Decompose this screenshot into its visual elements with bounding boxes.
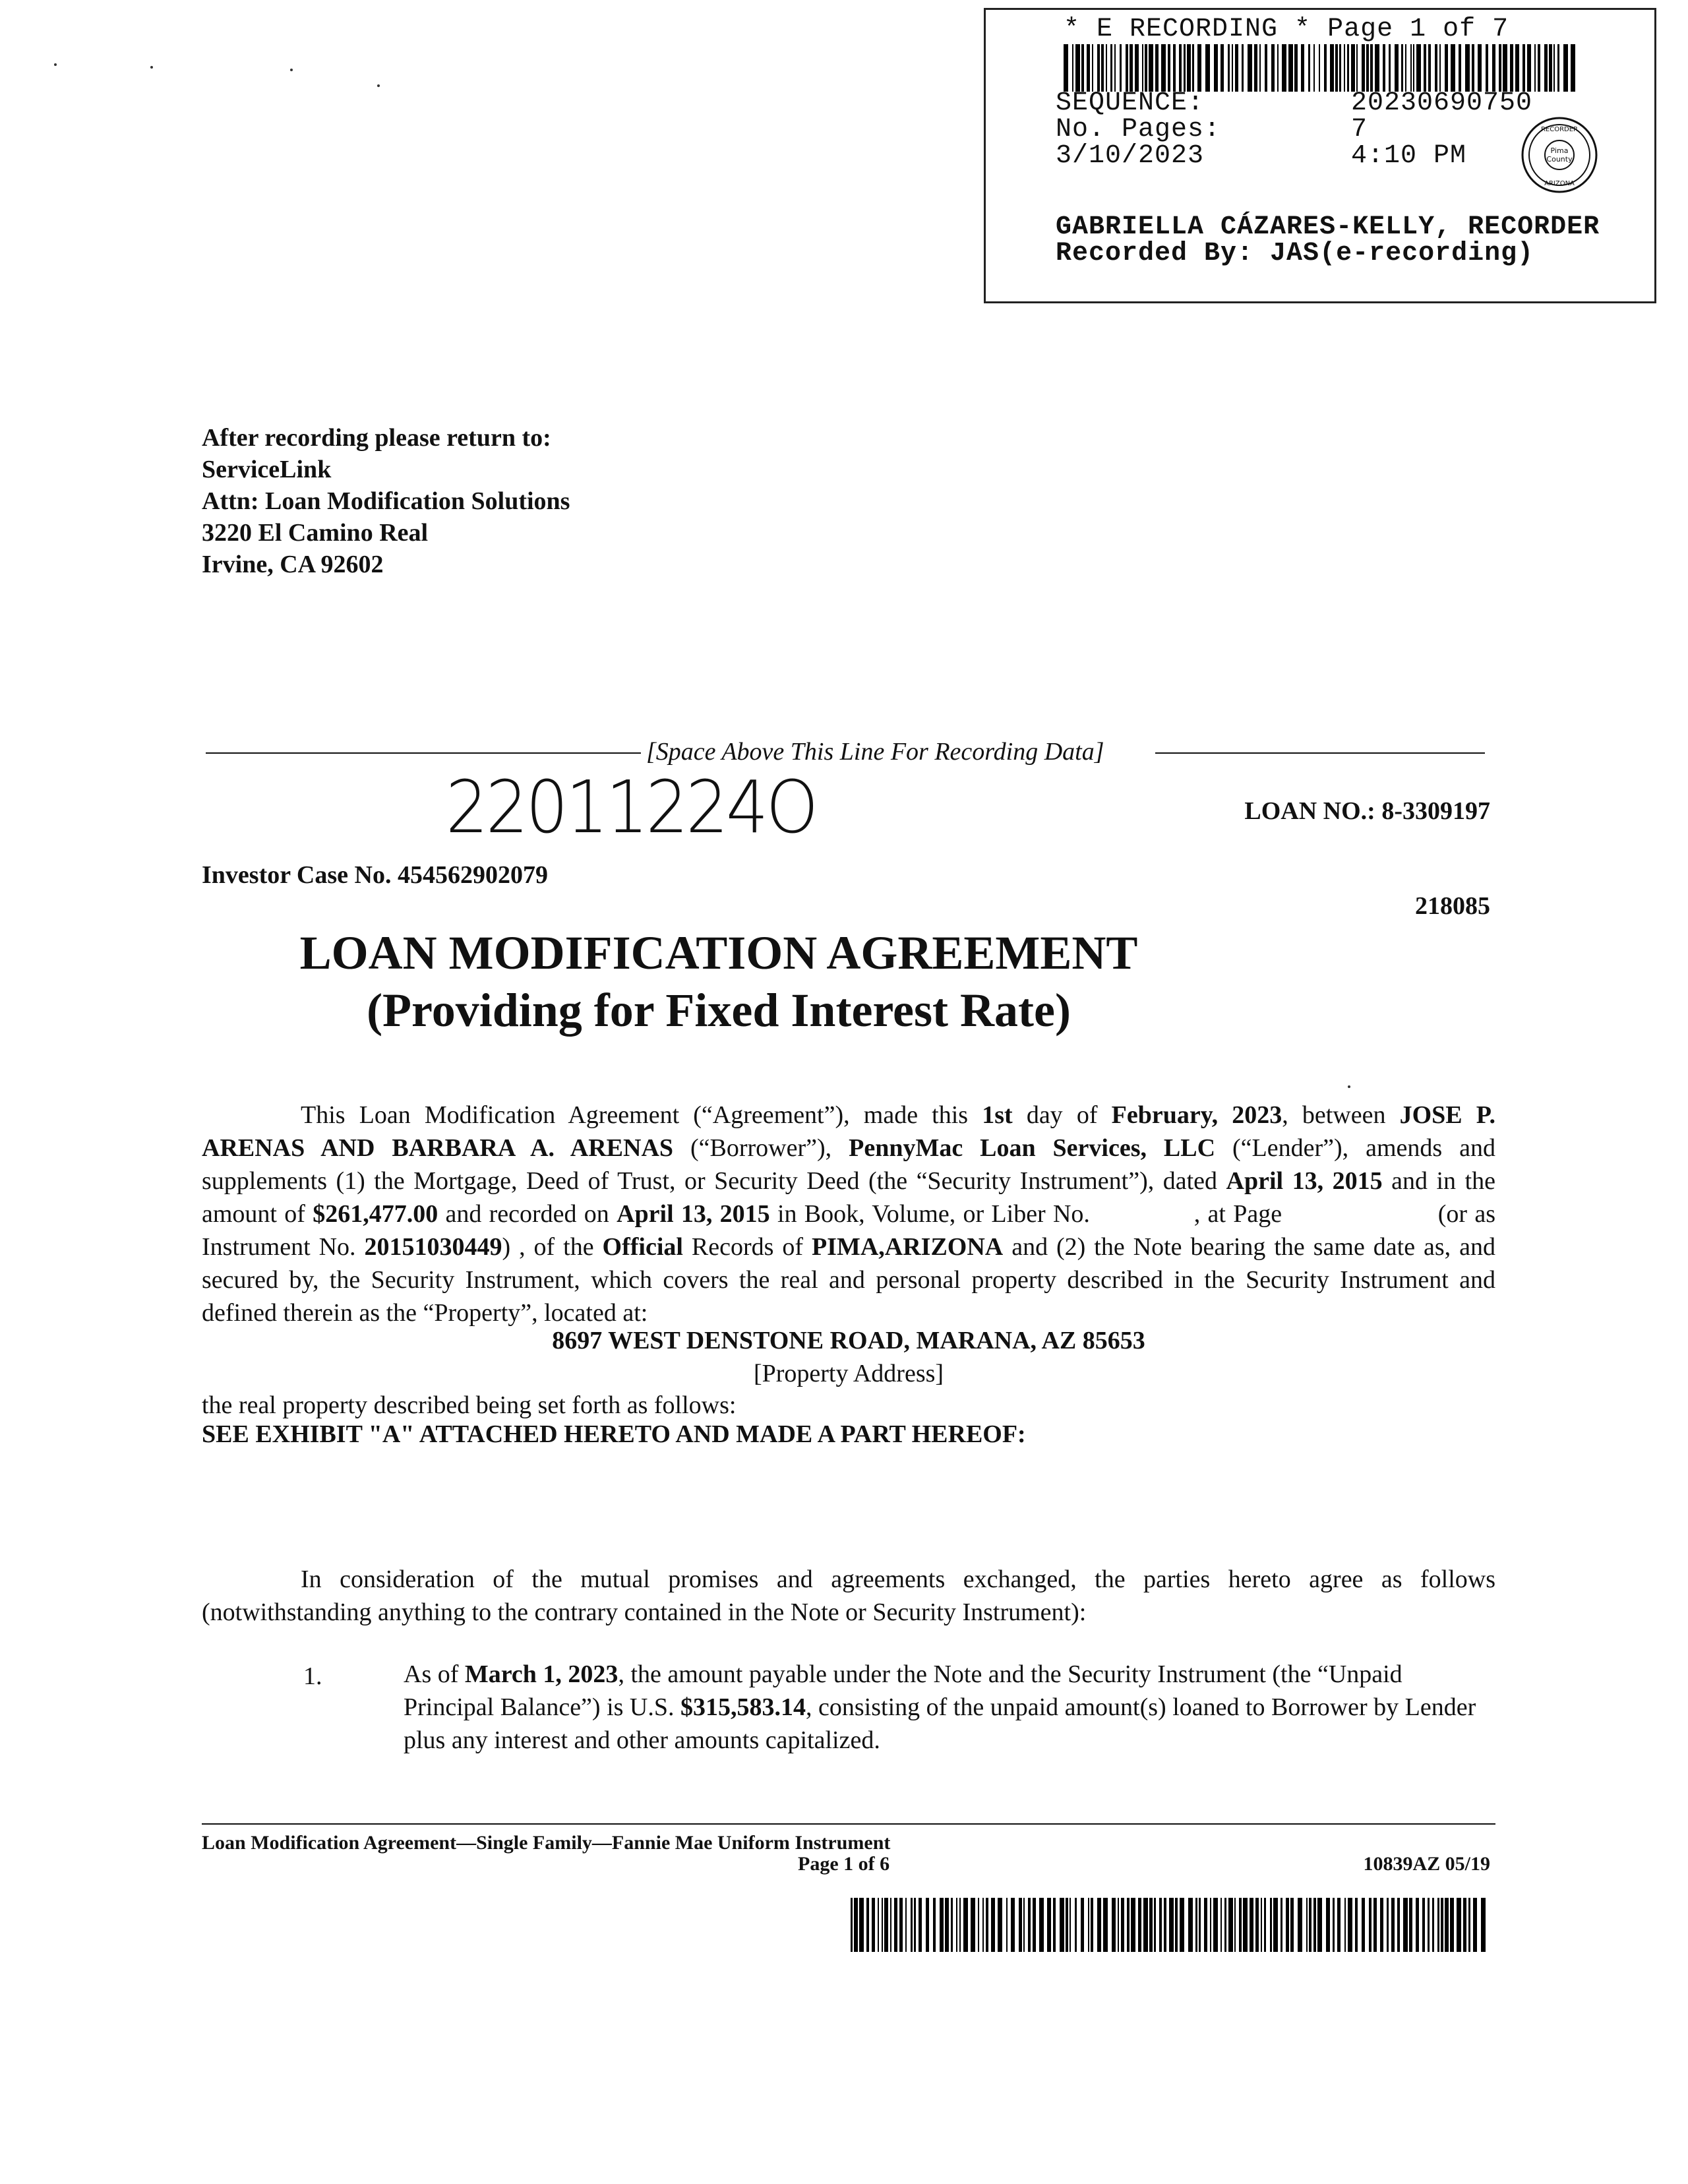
scan-speck: [54, 63, 57, 66]
barcode-bar: [1422, 1898, 1425, 1952]
pages-value: 7: [1351, 115, 1368, 144]
barcode-bar: [1047, 1898, 1051, 1952]
barcode-bar: [1344, 1898, 1346, 1952]
barcode-bar: [890, 1898, 891, 1952]
barcode-bar: [1534, 44, 1536, 92]
barcode-bar: [1282, 44, 1286, 92]
barcode-bar: [1019, 1898, 1022, 1952]
barcode-bar: [1450, 1898, 1454, 1952]
barcode-bar: [1265, 44, 1267, 92]
barcode-bar: [1369, 1898, 1372, 1952]
barcode-bar: [1234, 1898, 1236, 1952]
exhibit-reference: SEE EXHIBIT "A" ATTACHED HERETO AND MADE A PART HEREOF:: [202, 1420, 1026, 1448]
barcode-bar: [1070, 1898, 1071, 1952]
svg-text:ARIZONA: ARIZONA: [1544, 180, 1575, 187]
barcode-bar: [1445, 44, 1448, 92]
barcode-bar: [971, 1898, 975, 1952]
handwritten-number: 22011224O: [446, 765, 816, 849]
barcode-bar: [1087, 44, 1090, 92]
barcode-bar: [894, 1898, 897, 1952]
barcode-bar: [1081, 44, 1084, 92]
barcode-bar: [1510, 44, 1513, 92]
barcode-bar: [1228, 44, 1230, 92]
barcode-bar: [951, 1898, 953, 1952]
barcode-bar: [1549, 44, 1552, 92]
barcode-bar: [914, 1898, 916, 1952]
barcode-bar: [933, 1898, 936, 1952]
barcode-bar: [1060, 1898, 1064, 1952]
barcode-bar: [919, 1898, 922, 1952]
barcode-bar: [1161, 44, 1166, 92]
barcode-bar: [1387, 1898, 1389, 1952]
barcode-bar: [1317, 1898, 1322, 1952]
security-instrument-date: April 13, 2015: [1226, 1167, 1383, 1195]
barcode-bar: [1173, 44, 1176, 92]
barcode-bar: [1522, 44, 1525, 92]
recorded-on-date: April 13, 2015: [617, 1200, 770, 1228]
barcode-bar: [1286, 1898, 1289, 1952]
recording-divider-left: [206, 752, 641, 754]
barcode-bar: [1204, 1898, 1207, 1952]
barcode-bar: [1416, 44, 1421, 92]
barcode-bar: [1492, 44, 1495, 92]
barcode-bar: [1103, 1898, 1108, 1952]
order-number: 218085: [1415, 892, 1490, 920]
barcode-bar: [1064, 44, 1068, 92]
barcode-bar: [1515, 44, 1519, 92]
barcode-bar: [1373, 1898, 1377, 1952]
barcode-bar: [1370, 44, 1373, 92]
barcode-bar: [1441, 1898, 1443, 1952]
barcode-bar: [1066, 1898, 1068, 1952]
scan-speck: [377, 84, 380, 87]
barcode-bar: [1114, 44, 1116, 92]
barcode-bar: [1472, 44, 1474, 92]
barcode-bar: [1553, 44, 1555, 92]
barcode-bar: [1210, 1898, 1211, 1952]
barcode-bar: [1127, 1898, 1130, 1952]
barcode-bar: [1092, 44, 1093, 92]
barcode-bar: [1097, 1898, 1101, 1952]
recording-time: 4:10 PM: [1351, 141, 1467, 171]
instrument-number: 20151030449: [364, 1233, 502, 1261]
barcode-bar: [1459, 44, 1461, 92]
barcode-bar: [1362, 1898, 1365, 1952]
barcode-bar: [1344, 44, 1345, 92]
barcode-bar: [1424, 44, 1426, 92]
footer-page-number: Page 1 of 6: [798, 1853, 890, 1875]
barcode-bar: [1118, 1898, 1119, 1952]
barcode-bar: [945, 1898, 949, 1952]
recording-space-label: [Space Above This Line For Recording Data]: [646, 738, 1104, 766]
barcode-bar: [1254, 44, 1257, 92]
barcode-bar: [1120, 44, 1122, 92]
agreement-day: 1st: [982, 1101, 1013, 1129]
barcode-bar: [1213, 1898, 1218, 1952]
original-amount: $261,477.00: [313, 1200, 438, 1228]
barcode-bar: [1121, 1898, 1124, 1952]
barcode-bar: [1538, 44, 1540, 92]
barcode-bar: [1571, 44, 1575, 92]
barcode-bar: [1235, 44, 1238, 92]
agreement-month-year: February, 2023: [1111, 1101, 1282, 1129]
barcode-bar: [882, 1898, 883, 1952]
real-property-line: the real property described being set forth as follows:: [202, 1391, 737, 1419]
barcode-bar: [1503, 44, 1507, 92]
barcode-bar: [1187, 44, 1191, 92]
footer-barcode: [851, 1898, 1488, 1952]
barcode-bar: [1149, 1898, 1153, 1952]
barcode-bar: [866, 1898, 869, 1952]
return-to-line: 3220 El Camino Real: [202, 519, 429, 547]
barcode-bar: [963, 1898, 968, 1952]
barcode-bar: [1271, 44, 1275, 92]
barcode-bar: [1324, 44, 1327, 92]
barcode-bar: [1439, 44, 1441, 92]
barcode-bar: [1355, 1898, 1358, 1952]
footer-form-code: 10839AZ 05/19: [1363, 1853, 1490, 1875]
barcode-bar: [1195, 1898, 1197, 1952]
barcode-bar: [1023, 1898, 1025, 1952]
barcode-bar: [1395, 44, 1399, 92]
barcode-bar: [1437, 1898, 1439, 1952]
barcode-bar: [1101, 44, 1104, 92]
barcode-bar: [1164, 1898, 1166, 1952]
barcode-bar: [978, 1898, 979, 1952]
lender-name: PennyMac Loan Services, LLC: [849, 1134, 1216, 1162]
barcode-bar: [1142, 44, 1143, 92]
barcode-bar: [1097, 44, 1100, 92]
barcode-bar: [1039, 1898, 1044, 1952]
property-address-label: [Property Address]: [753, 1360, 944, 1387]
return-to-line: Attn: Loan Modification Solutions: [202, 487, 570, 515]
barcode-bar: [1463, 1898, 1466, 1952]
svg-text:County: County: [1546, 155, 1573, 164]
barcode-bar: [1264, 1898, 1266, 1952]
barcode-bar: [872, 1898, 875, 1952]
barcode-bar: [1248, 44, 1252, 92]
barcode-bar: [1326, 1898, 1330, 1952]
stamp-barcode: [1064, 44, 1577, 92]
barcode-bar: [1410, 44, 1412, 92]
barcode-bar: [1192, 44, 1194, 92]
barcode-bar: [1180, 1898, 1184, 1952]
barcode-bar: [1112, 1898, 1116, 1952]
barcode-bar: [1451, 44, 1455, 92]
barcode-bar: [1294, 44, 1298, 92]
barcode-bar: [1259, 44, 1261, 92]
barcode-bar: [1154, 1898, 1156, 1952]
barcode-bar: [1383, 44, 1385, 92]
unpaid-principal-balance: $315,583.14: [680, 1693, 806, 1721]
barcode-bar: [1228, 1898, 1233, 1952]
property-address: 8697 WEST DENSTONE ROAD, MARANA, AZ 85653: [552, 1327, 1145, 1354]
barcode-bar: [1255, 1898, 1259, 1952]
barcode-bar: [1242, 44, 1244, 92]
barcode-bar: [1362, 44, 1365, 92]
barcode-bar: [1221, 1898, 1222, 1952]
barcode-bar: [1277, 44, 1279, 92]
barcode-bar: [1006, 1898, 1008, 1952]
barcode-bar: [1319, 44, 1320, 92]
document-subtitle: (Providing for Fixed Interest Rate): [367, 984, 1071, 1037]
barcode-bar: [1403, 1898, 1408, 1952]
barcode-bar: [878, 1898, 879, 1952]
barcode-bar: [1290, 1898, 1294, 1952]
barcode-bar: [1138, 1898, 1141, 1952]
barcode-bar: [1335, 44, 1338, 92]
barcode-bar: [940, 1898, 944, 1952]
barcode-bar: [956, 1898, 957, 1952]
barcode-bar: [991, 1898, 995, 1952]
scan-speck: [290, 69, 293, 71]
consideration-paragraph: In consideration of the mutual promises and agreements exchanged, the parties hereto agree as follows (notwithstanding anything to the contrary contained in the Note or Security Instrument):: [202, 1565, 1495, 1626]
barcode-bar: [1075, 1898, 1077, 1952]
barcode-bar: [1135, 44, 1139, 92]
barcode-bar: [1432, 1898, 1434, 1952]
barcode-bar: [1337, 1898, 1341, 1952]
recorded-by: Recorded By: JAS(e-recording): [1056, 239, 1534, 268]
document-title: LOAN MODIFICATION AGREEMENT: [299, 926, 1138, 979]
recording-stamp: [984, 8, 1656, 303]
barcode-bar: [1473, 1898, 1477, 1952]
footer-form-name: Loan Modification Agreement—Single Family—Fannie Mae Uniform Instrument: [202, 1832, 891, 1854]
recorder-name: GABRIELLA CÁZARES-KELLY, RECORDER: [1056, 212, 1600, 242]
barcode-bar: [1155, 44, 1159, 92]
svg-text:RECORDER: RECORDER: [1540, 126, 1579, 133]
barcode-bar: [1145, 44, 1147, 92]
barcode-bar: [911, 1898, 913, 1952]
barcode-bar: [1401, 44, 1403, 92]
investor-case-number: Investor Case No. 454562902079: [202, 861, 548, 889]
barcode-bar: [1224, 1898, 1226, 1952]
barcode-bar: [1413, 44, 1414, 92]
barcode-bar: [851, 1898, 853, 1952]
barcode-bar: [1130, 44, 1133, 92]
barcode-bar: [1465, 44, 1470, 92]
barcode-bar: [1339, 44, 1341, 92]
scan-speck: [1348, 1085, 1350, 1088]
barcode-bar: [854, 1898, 858, 1952]
item-number: 1.: [303, 1662, 322, 1690]
loan-number: LOAN NO.: 8-3309197: [1244, 797, 1490, 825]
barcode-bar: [1366, 44, 1369, 92]
barcode-bar: [1169, 1898, 1174, 1952]
barcode-bar: [1110, 44, 1112, 92]
barcode-bar: [1053, 1898, 1056, 1952]
barcode-bar: [1306, 1898, 1308, 1952]
barcode-bar: [1081, 1898, 1084, 1952]
barcode-bar: [1356, 44, 1358, 92]
stamp-header: * E RECORDING * Page 1 of 7: [1064, 15, 1509, 44]
barcode-bar: [1205, 44, 1210, 92]
return-to-address: [202, 422, 570, 580]
barcode-bar: [1199, 1898, 1201, 1952]
barcode-bar: [1527, 44, 1531, 92]
barcode-bar: [1428, 1898, 1430, 1952]
barcode-bar: [1544, 44, 1548, 92]
barcode-bar: [1563, 44, 1568, 92]
barcode-bar: [1243, 1898, 1248, 1952]
barcode-bar: [1091, 1898, 1093, 1952]
barcode-bar: [1347, 44, 1349, 92]
barcode-bar: [1075, 44, 1080, 92]
barcode-bar: [1428, 44, 1431, 92]
barcode-bar: [1288, 44, 1293, 92]
barcode-bar: [1405, 44, 1406, 92]
barcode-bar: [1391, 1898, 1395, 1952]
barcode-bar: [1333, 1898, 1335, 1952]
barcode-bar: [1499, 44, 1501, 92]
recording-date: 3/10/2023: [1056, 141, 1205, 171]
barcode-bar: [1416, 1898, 1419, 1952]
barcode-bar: [1143, 1898, 1148, 1952]
barcode-bar: [1239, 1898, 1242, 1952]
agreement-paragraph: This Loan Modification Agreement (“Agreement”), made this 1st day of February, 2023, between JOSE P. ARENAS AND BARBARA A. ARENAS (“Borrower”), PennyMac Loan Services, LLC (“Lender”), amends and supplements (1) the Mortgage, Deed of Trust, or Security Deed (the “Security Instrument”), dated April 13, 2015 and in the amount of $261,477.00 and recorded on April 13, 2015 in Book, Volume, or Liber No. , at Page (or as Instrument No. 20151030449) , of the Official Records of PIMA,ARIZONA and (2) the Note bearing the same date as, and secured by, the Security Instrument, which covers the real and personal property described in the Security Instrument and defined therein as the “Property”, located at:: [202, 1101, 1502, 1327]
barcode-bar: [998, 1898, 1002, 1952]
barcode-bar: [1389, 44, 1391, 92]
barcode-bar: [905, 1898, 907, 1952]
barcode-bar: [1028, 1898, 1031, 1952]
barcode-bar: [1375, 44, 1379, 92]
barcode-bar: [1106, 44, 1107, 92]
barcode-bar: [1301, 44, 1304, 92]
barcode-bar: [1351, 44, 1355, 92]
county-state: PIMA,ARIZONA: [811, 1233, 1004, 1261]
sequence-value: 20230690750: [1351, 88, 1533, 118]
barcode-bar: [1261, 1898, 1262, 1952]
return-to-line: Irvine, CA 92602: [202, 551, 384, 578]
barcode-bar: [1175, 1898, 1178, 1952]
barcode-bar: [1232, 44, 1233, 92]
barcode-bar: [1309, 1898, 1311, 1952]
barcode-bar: [982, 1898, 984, 1952]
barcode-bar: [1011, 1898, 1015, 1952]
barcode-bar: [1197, 44, 1201, 92]
barcode-bar: [1298, 1898, 1302, 1952]
barcode-bar: [1445, 1898, 1449, 1952]
borrower-names: JOSE P. ARENAS AND BARBARA A. ARENAS: [202, 1101, 1496, 1162]
modification-date: March 1, 2023: [464, 1660, 618, 1688]
barcode-bar: [884, 1898, 888, 1952]
barcode-bar: [1348, 1898, 1352, 1952]
barcode-bar: [1273, 1898, 1278, 1952]
barcode-bar: [1184, 44, 1186, 92]
barcode-bar: [1270, 1898, 1272, 1952]
barcode-bar: [1250, 1898, 1253, 1952]
barcode-bar: [1380, 1898, 1383, 1952]
barcode-bar: [1397, 1898, 1400, 1952]
item-text: As of March 1, 2023, the amount payable under the Note and the Security Instrument (the “Unpaid Principal Balance”) is U.S. $315,583.14, consisting of the unpaid amount(s) loaned to Borrower by Lender plus any interest and other amounts capitalized.: [404, 1660, 1476, 1754]
barcode-bar: [1481, 1898, 1486, 1952]
barcode-bar: [959, 1898, 961, 1952]
barcode-bar: [1126, 44, 1128, 92]
barcode-bar: [1313, 1898, 1316, 1952]
recording-divider-right: [1155, 752, 1485, 754]
barcode-bar: [1468, 1898, 1470, 1952]
barcode-bar: [1457, 1898, 1461, 1952]
barcode-bar: [926, 1898, 929, 1952]
barcode-bar: [1221, 44, 1224, 92]
barcode-bar: [1149, 44, 1153, 92]
barcode-bar: [1159, 1898, 1162, 1952]
barcode-bar: [1308, 44, 1310, 92]
sequence-label: SEQUENCE:: [1056, 88, 1205, 118]
barcode-bar: [1131, 1898, 1135, 1952]
barcode-bar: [1478, 44, 1482, 92]
return-to-line: After recording please return to:: [202, 424, 551, 452]
return-to-line: ServiceLink: [202, 456, 332, 483]
barcode-bar: [1214, 44, 1218, 92]
barcode-bar: [1168, 44, 1170, 92]
barcode-bar: [899, 1898, 903, 1952]
barcode-bar: [1179, 44, 1182, 92]
barcode-bar: [859, 1898, 864, 1952]
county-recorder-seal-icon: [1520, 115, 1599, 195]
barcode-bar: [1281, 1898, 1282, 1952]
barcode-bar: [1188, 1898, 1193, 1952]
barcode-bar: [1313, 44, 1315, 92]
barcode-bar: [986, 1898, 988, 1952]
barcode-bar: [1033, 1898, 1036, 1952]
barcode-bar: [1409, 1898, 1412, 1952]
barcode-bar: [1072, 44, 1073, 92]
seal-center-text: Pima: [1550, 146, 1569, 155]
barcode-bar: [1435, 44, 1437, 92]
barcode-bar: [1557, 44, 1559, 92]
barcode-bar: [1486, 44, 1488, 92]
footer-divider: [202, 1823, 1495, 1825]
scan-speck: [150, 66, 153, 69]
barcode-bar: [1088, 1898, 1089, 1952]
pages-label: No. Pages:: [1056, 115, 1221, 144]
barcode-bar: [1330, 44, 1334, 92]
